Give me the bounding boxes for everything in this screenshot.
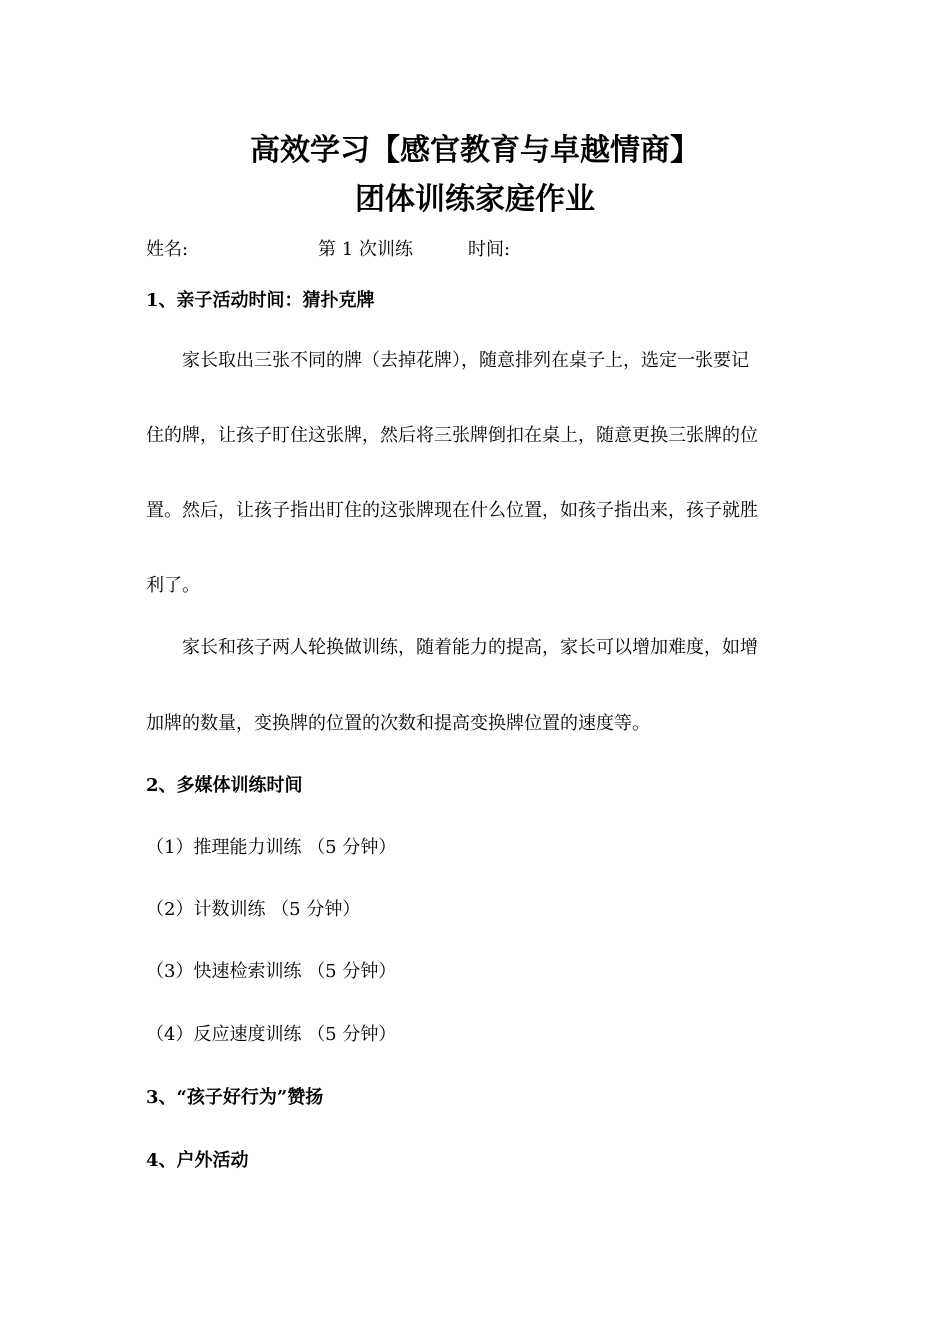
section-1-para-2-line-1: 家长和孩子两人轮换做训练，随着能力的提高，家长可以增加难度，如增 bbox=[182, 637, 758, 658]
time-label: 时间: bbox=[468, 239, 511, 260]
section-1-para-1-line-3: 置。然后，让孩子指出盯住的这张牌现在什么位置，如孩子指出来，孩子就胜 bbox=[146, 500, 758, 521]
name-label: 姓名: bbox=[146, 239, 189, 260]
list-item: （1）推理能力训练 （5 分钟） bbox=[146, 837, 397, 858]
list-item: （2）计数训练 （5 分钟） bbox=[146, 899, 361, 920]
section-1-para-1-line-4: 利了。 bbox=[146, 575, 200, 596]
section-1-heading: 1、亲子活动时间：猜扑克牌 bbox=[146, 290, 375, 311]
section-4-heading: 4、户外活动 bbox=[146, 1150, 249, 1171]
title-line-1: 高效学习【感官教育与卓越情商】 bbox=[250, 133, 700, 168]
section-1-para-1-line-1: 家长取出三张不同的牌（去掉花牌），随意排列在桌子上，选定一张要记 bbox=[182, 350, 749, 371]
meta-row bbox=[146, 236, 846, 264]
section-1-para-1-line-2: 住的牌，让孩子盯住这张牌，然后将三张牌倒扣在桌上，随意更换三张牌的位 bbox=[146, 425, 758, 446]
title-line-2: 团体训练家庭作业 bbox=[355, 182, 595, 217]
section-3-heading: 3、“孩子好行为”赞扬 bbox=[146, 1087, 324, 1108]
list-item: （3）快速检索训练 （5 分钟） bbox=[146, 961, 397, 982]
section-1-para-2-line-2: 加牌的数量，变换牌的位置的次数和提高变换牌位置的速度等。 bbox=[146, 713, 650, 734]
session-label: 第 1 次训练 bbox=[318, 239, 413, 260]
section-2-heading: 2、多媒体训练时间 bbox=[146, 775, 303, 796]
list-item: （4）反应速度训练 （5 分钟） bbox=[146, 1024, 397, 1045]
